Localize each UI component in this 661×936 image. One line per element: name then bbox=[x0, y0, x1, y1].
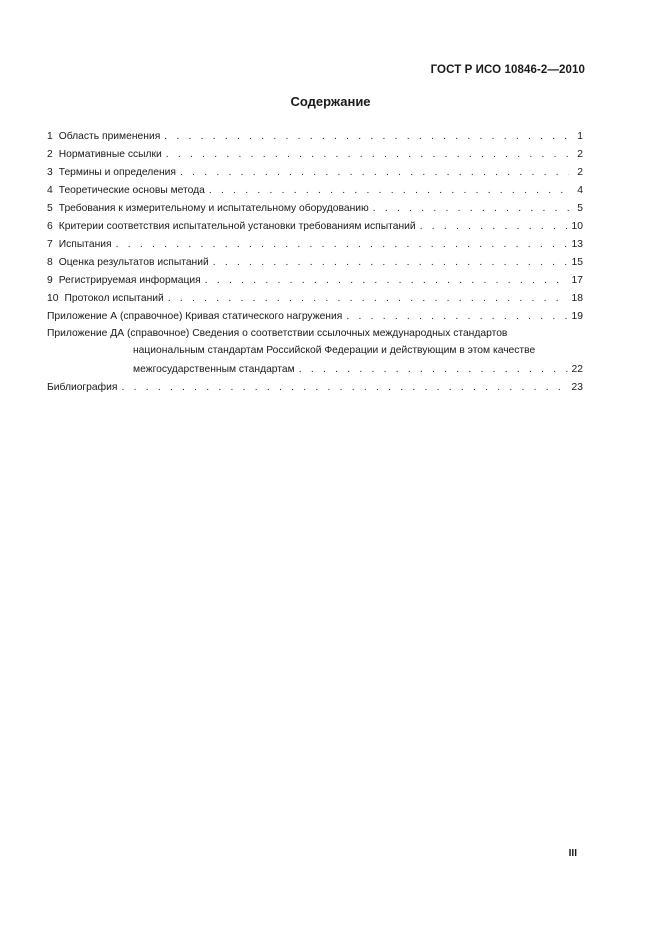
toc-item-label: Область применения bbox=[58, 131, 161, 142]
toc-item-number: 10 bbox=[47, 293, 59, 304]
toc-item-6[interactable] bbox=[47, 215, 583, 233]
toc-leader-dots bbox=[166, 149, 569, 161]
toc-item-1[interactable] bbox=[47, 125, 583, 143]
toc-bibliography[interactable] bbox=[47, 376, 583, 394]
toc-item-3[interactable] bbox=[47, 161, 583, 179]
toc-item-page: 13 bbox=[571, 239, 583, 250]
toc-item-page: 18 bbox=[571, 293, 583, 304]
toc-item-page: 15 bbox=[571, 257, 583, 268]
toc-item-8[interactable] bbox=[47, 251, 583, 269]
toc-leader-dots bbox=[168, 293, 568, 305]
toc-item-label: Требования к измерительному и испытательному оборудованию bbox=[58, 203, 369, 214]
table-of-contents bbox=[47, 125, 583, 394]
toc-leader-dots bbox=[299, 364, 568, 376]
toc-item-label: Теоретические основы метода bbox=[58, 185, 205, 196]
toc-item-page: 2 bbox=[577, 167, 583, 178]
toc-leader-dots bbox=[209, 185, 569, 197]
toc-annex-da-page: 22 bbox=[571, 364, 583, 375]
toc-item-number: 6 bbox=[47, 221, 53, 232]
toc-bibliography-label: Библиография bbox=[47, 382, 118, 393]
toc-leader-dots bbox=[164, 131, 569, 143]
toc-item-4[interactable] bbox=[47, 179, 583, 197]
toc-item-7[interactable] bbox=[47, 233, 583, 251]
toc-leader-dots bbox=[180, 167, 569, 179]
toc-item-number: 2 bbox=[47, 149, 53, 160]
toc-annex-da-line3: межгосударственным стандартам bbox=[133, 364, 295, 375]
toc-item-label: Регистрируемая информация bbox=[58, 275, 201, 286]
toc-item-label: Оценка результатов испытаний bbox=[58, 257, 209, 268]
toc-item-page: 5 bbox=[577, 203, 583, 214]
toc-item-page: 2 bbox=[577, 149, 583, 160]
toc-annex-a-label: Приложение А (справочное) Кривая статического нагружения bbox=[47, 311, 343, 322]
toc-item-9[interactable] bbox=[47, 269, 583, 287]
toc-annex-a[interactable] bbox=[47, 305, 583, 323]
toc-item-number: 3 bbox=[47, 167, 53, 178]
toc-item-2[interactable] bbox=[47, 143, 583, 161]
toc-item-page: 10 bbox=[571, 221, 583, 232]
toc-annex-da-line1: Приложение ДА (справочное) Сведения о соответствии ссылочных международных стандартов bbox=[47, 328, 508, 339]
toc-item-page: 17 bbox=[571, 275, 583, 286]
toc-item-label: Критерии соответствия испытательной установки требованиям испытаний bbox=[58, 221, 416, 232]
toc-annex-da-line3-row bbox=[133, 359, 583, 376]
page-number: III bbox=[568, 848, 577, 859]
toc-item-label: Термины и определения bbox=[58, 167, 176, 178]
toc-leader-dots bbox=[420, 221, 568, 233]
toc-item-number: 7 bbox=[47, 239, 53, 250]
toc-item-number: 9 bbox=[47, 275, 53, 286]
toc-item-number: 1 bbox=[47, 131, 53, 142]
toc-leader-dots bbox=[121, 382, 567, 394]
toc-leader-dots bbox=[205, 275, 568, 287]
toc-item-label: Испытания bbox=[58, 239, 112, 250]
toc-item-10[interactable] bbox=[47, 287, 583, 305]
toc-leader-dots bbox=[213, 257, 568, 269]
toc-item-number: 4 bbox=[47, 185, 53, 196]
toc-title: Содержание bbox=[290, 94, 371, 109]
toc-bibliography-page: 23 bbox=[571, 382, 583, 393]
toc-item-label: Протокол испытаний bbox=[64, 293, 164, 304]
document-code-header: ГОСТ Р ИСО 10846-2—2010 bbox=[430, 64, 585, 76]
toc-item-label: Нормативные ссылки bbox=[58, 149, 162, 160]
toc-annex-da-continuation bbox=[47, 342, 583, 376]
toc-item-number: 5 bbox=[47, 203, 53, 214]
toc-annex-da[interactable] bbox=[47, 325, 583, 376]
toc-item-page: 1 bbox=[577, 131, 583, 142]
toc-annex-a-page: 19 bbox=[571, 311, 583, 322]
toc-leader-dots bbox=[346, 311, 567, 323]
toc-leader-dots bbox=[116, 239, 568, 251]
toc-leader-dots bbox=[373, 203, 569, 215]
toc-item-5[interactable] bbox=[47, 197, 583, 215]
toc-annex-da-line2: национальным стандартам Российской Федерации и действующим в этом качестве bbox=[133, 345, 536, 356]
toc-item-page: 4 bbox=[577, 185, 583, 196]
toc-item-number: 8 bbox=[47, 257, 53, 268]
